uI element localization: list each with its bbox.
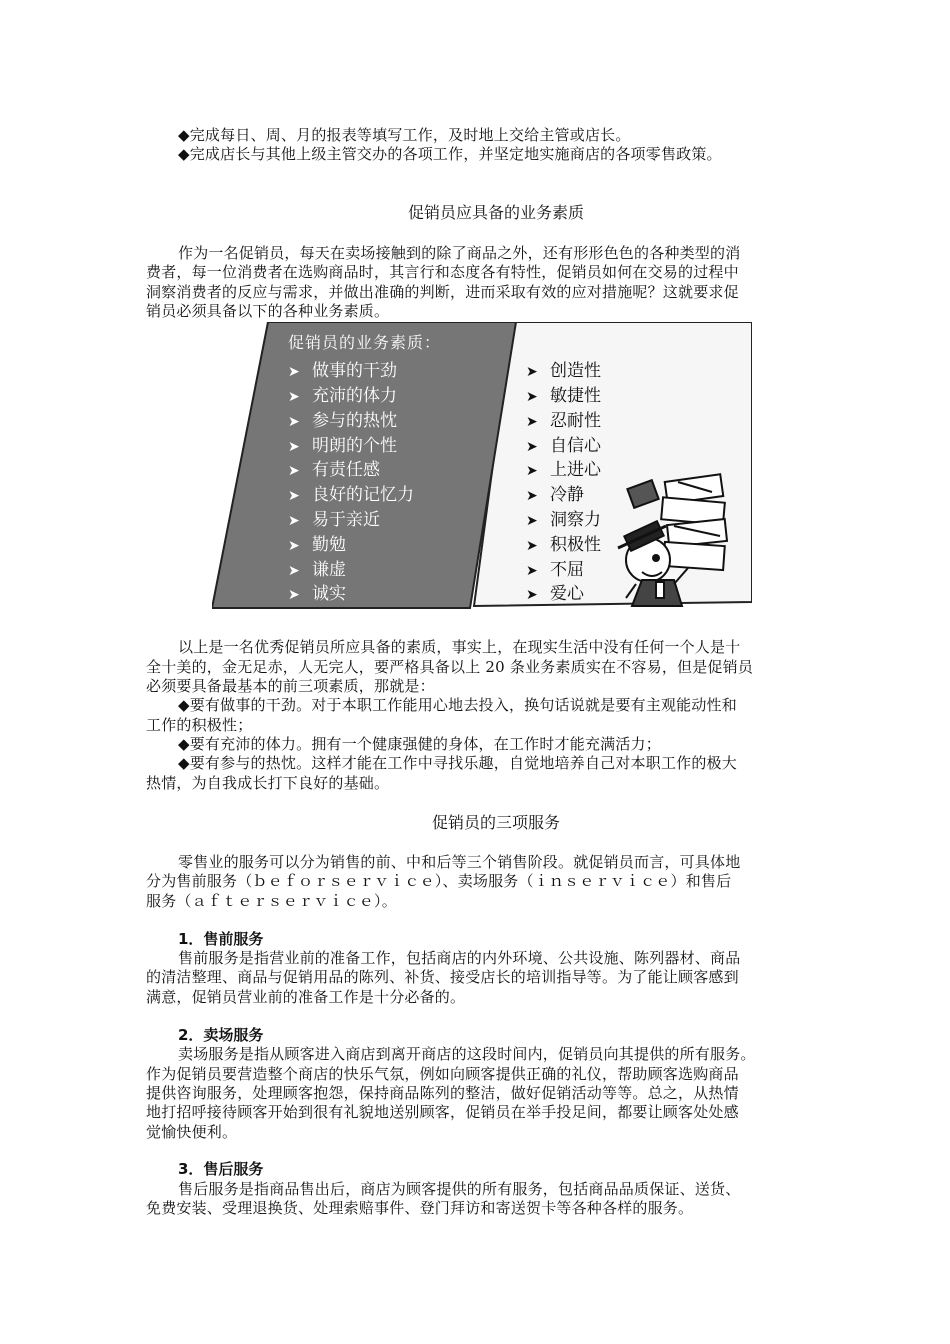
paragraph-line: 零售业的服务可以分为销售的前、中和后等三个销售阶段。就促销员而言，可具体地 [178, 853, 741, 871]
quality-item-right: ➤ 敏捷性 [526, 386, 601, 406]
arrow-icon: ➤ [288, 587, 300, 603]
quality-item-right: ➤ 爱心 [526, 584, 584, 604]
paragraph-line: 费者，每一位消费者在选购商品时，其言行和态度各有特性，促销员如何在交易的过程中 [146, 263, 739, 281]
arrow-icon: ➤ [288, 364, 300, 380]
quality-item-left: ➤ 充沛的体力 [288, 386, 397, 406]
paragraph-line: 全十美的，金无足赤，人无完人，要严格具备以上 20 条业务素质实在不容易，但是促销员 [146, 658, 754, 676]
paragraph-line: 作为一名促销员，每天在卖场接触到的除了商品之外，还有形形色色的各种类型的消 [178, 244, 741, 262]
arrow-icon: ➤ [288, 563, 300, 579]
quality-item-right: ➤ 忍耐性 [526, 411, 601, 431]
quality-item-left: ➤ 参与的热忱 [288, 411, 397, 431]
bullet-line: 工作的积极性； [146, 716, 253, 734]
service-title: 3．售后服务 [178, 1160, 264, 1178]
bullet-line: ◆完成每日、周、月的报表等填写工作，及时地上交给主管或店长。 [178, 126, 631, 144]
quality-item-right: ➤ 上进心 [526, 460, 601, 480]
bullet-line: ◆要有充沛的体力。拥有一个健康强健的身体，在工作时才能充满活力； [178, 735, 661, 753]
arrow-icon: ➤ [288, 389, 300, 405]
bullet-line: ◆要有参与的热忱。这样才能在工作中寻找乐趣，自觉地培养自己对本职工作的极大 [178, 754, 737, 772]
quality-item-left: ➤ 有责任感 [288, 460, 380, 480]
paragraph-line: 的清洁整理、商品与促销用品的陈列、补货、接受店长的培训指导等。为了能让顾客感到 [146, 968, 739, 986]
arrow-icon: ➤ [288, 439, 300, 455]
paragraph-line: 必须要具备最基本的前三项素质，那就是： [146, 677, 435, 695]
paragraph-line: 洞察消费者的反应与需求，并做出准确的判断，进而采取有效的应对措施呢？这就要求促 [146, 283, 739, 301]
paragraph-line: 作为促销员要营造整个商店的快乐气氛，例如向顾客提供正确的礼仪，帮助顾客选购商品 [146, 1065, 739, 1083]
paragraph-line: 售后服务是指商品售出后，商店为顾客提供的所有服务，包括商品品质保证、送货、 [178, 1180, 741, 1198]
arrow-icon: ➤ [526, 488, 538, 504]
bullet-line: 热情，为自我成长打下良好的基础。 [146, 774, 390, 792]
arrow-icon: ➤ [526, 414, 538, 430]
arrow-icon: ➤ [288, 463, 300, 479]
paragraph-line: 满意，促销员营业前的准备工作是十分必备的。 [146, 988, 466, 1006]
arrow-icon: ➤ [526, 439, 538, 455]
arrow-icon: ➤ [288, 513, 300, 529]
paragraph-line: 提供咨询服务，处理顾客抱怨，保持商品陈列的整洁，做好促销活动等等。总之，从热情 [146, 1084, 739, 1102]
arrow-icon: ➤ [526, 587, 538, 603]
arrow-icon: ➤ [288, 488, 300, 504]
paragraph-line: 地打招呼接待顾客开始到很有礼貌地送别顾客，促销员在举手投足间，都要让顾客处处感 [146, 1103, 739, 1121]
quality-item-right: ➤ 自信心 [526, 436, 601, 456]
quality-item-left: ➤ 勤勉 [288, 535, 346, 555]
arrow-icon: ➤ [288, 538, 300, 554]
quality-item-right: ➤ 洞察力 [526, 510, 601, 530]
arrow-icon: ➤ [526, 538, 538, 554]
quality-item-left: ➤ 谦虚 [288, 560, 346, 580]
paragraph-line: 销员必须具备以下的各种业务素质。 [146, 302, 390, 320]
arrow-icon: ➤ [288, 414, 300, 430]
quality-item-left: ➤ 做事的干劲 [288, 361, 397, 381]
paragraph-line: 以上是一名优秀促销员所应具备的素质，事实上，在现实生活中没有任何一个人是十 [178, 638, 741, 656]
arrow-icon: ➤ [526, 463, 538, 479]
quality-item-left: ➤ 明朗的个性 [288, 436, 397, 456]
bullet-line: ◆完成店长与其他上级主管交办的各项工作，并坚定地实施商店的各项零售政策。 [178, 145, 722, 163]
arrow-icon: ➤ [526, 513, 538, 529]
quality-item-left: ➤ 诚实 [288, 584, 346, 604]
service-title: 1．售前服务 [178, 930, 264, 948]
quality-item-right: ➤ 冷静 [526, 485, 584, 505]
quality-item-left: ➤ 易于亲近 [288, 510, 380, 530]
arrow-icon: ➤ [526, 563, 538, 579]
quality-item-left: ➤ 良好的记忆力 [288, 485, 414, 505]
paragraph-line: 卖场服务是指从顾客进入商店到离开商店的这段时间内，促销员向其提供的所有服务。 [178, 1045, 756, 1063]
section-heading: 促销员应具备的业务素质 [407, 203, 584, 222]
arrow-icon: ➤ [526, 364, 538, 380]
quality-item-right: ➤ 创造性 [526, 361, 601, 381]
figure-title: 促销员的业务素质： [288, 333, 442, 352]
paragraph-line: 服务（ａｆｔｅｒｓｅｒｖｉｃｅ）。 [146, 892, 397, 910]
section-heading: 促销员的三项服务 [431, 813, 560, 832]
paragraph-line: 分为售前服务（ｂｅｆｏｒｓｅｒｖｉｃｅ）、卖场服务（ｉｎｓｅｒｖｉｃｅ）和售后 [146, 872, 732, 890]
paragraph-line: 售前服务是指营业前的准备工作，包括商店的内外环境、公共设施、陈列器材、商品 [178, 949, 741, 967]
paragraph-line: 免费安装、受理退换货、处理索赔事件、登门拜访和寄送贺卡等各种各样的服务。 [146, 1199, 694, 1217]
quality-item-right: ➤ 不屈 [526, 560, 584, 580]
quality-item-right: ➤ 积极性 [526, 535, 601, 555]
service-title: 2．卖场服务 [178, 1026, 264, 1044]
paragraph-line: 觉愉快便利。 [146, 1123, 238, 1141]
bullet-line: ◆要有做事的干劲。对于本职工作能用心地去投入，换句话说就是要有主观能动性和 [178, 696, 737, 714]
qualities-figure [212, 322, 752, 610]
arrow-icon: ➤ [526, 389, 538, 405]
